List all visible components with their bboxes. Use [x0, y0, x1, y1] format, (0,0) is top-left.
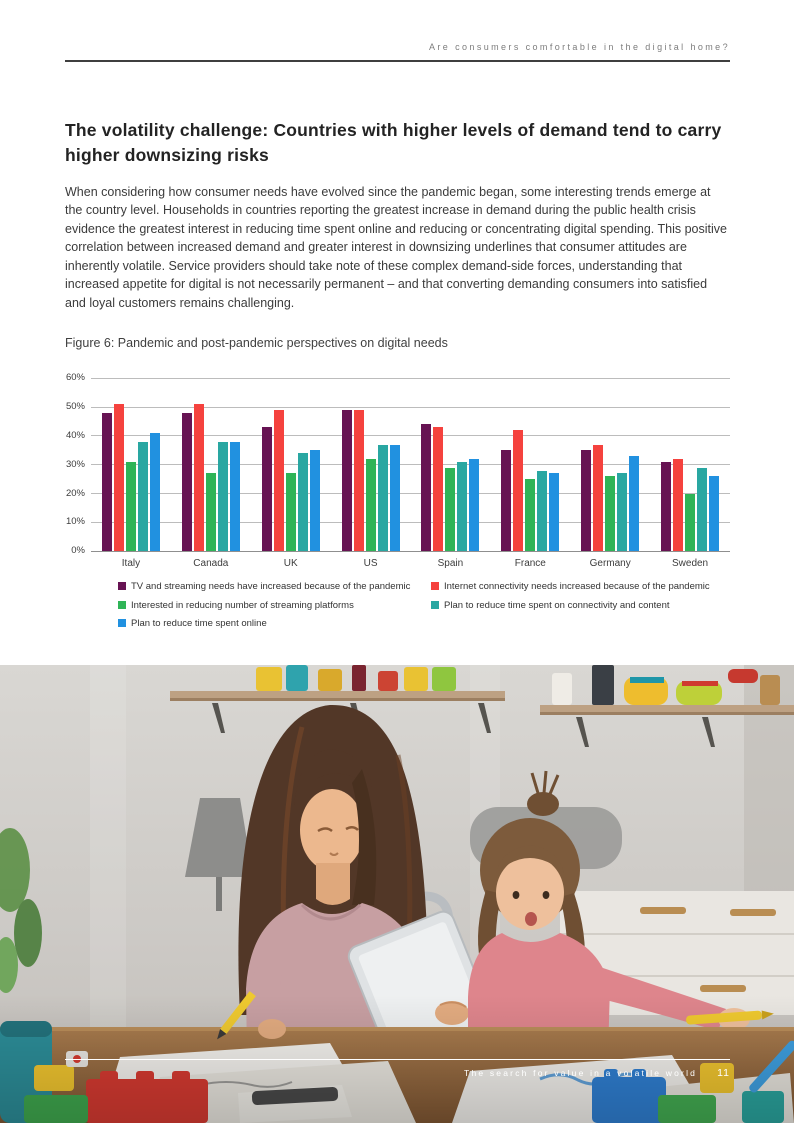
- bar-group-spain: [411, 378, 491, 551]
- x-tick-label: Spain: [437, 558, 464, 570]
- bar: [513, 430, 523, 551]
- bar: [310, 450, 320, 551]
- legend-swatch-icon: [431, 601, 439, 609]
- bar-group-us: [331, 378, 411, 551]
- bar: [286, 473, 296, 551]
- footer-tagline: The search for value in a volatile world: [464, 1068, 698, 1078]
- bar: [262, 427, 272, 551]
- bar: [525, 479, 535, 551]
- legend-label: Plan to reduce time spent online: [131, 618, 267, 630]
- y-tick-label: 60%: [65, 372, 85, 384]
- x-tick-label: France: [514, 558, 546, 570]
- chart-legend: [65, 581, 730, 629]
- figure-caption: Figure 6: Pandemic and post-pandemic perspectives on digital needs: [65, 336, 448, 351]
- y-tick-label: 40%: [65, 429, 85, 441]
- bar: [182, 413, 192, 551]
- bar: [390, 445, 400, 552]
- bar-group-canada: [171, 378, 251, 551]
- legend-label: Internet connectivity needs increased because of the pandemic: [444, 581, 710, 593]
- bar: [685, 494, 695, 552]
- bar: [421, 424, 431, 551]
- page-number: 11: [717, 1067, 730, 1079]
- photo-illustration: [0, 665, 794, 1123]
- bar: [298, 453, 308, 551]
- bar: [709, 476, 719, 551]
- bar: [150, 433, 160, 551]
- x-tick-label: Germany: [589, 558, 631, 570]
- x-tick-label: Sweden: [671, 558, 709, 570]
- bar: [194, 404, 204, 551]
- bar: [537, 471, 547, 552]
- legend-swatch-icon: [118, 601, 126, 609]
- bar: [138, 442, 148, 552]
- y-tick-label: 10%: [65, 516, 85, 528]
- bar: [230, 442, 240, 552]
- bar: [218, 442, 228, 552]
- bar-group-france: [490, 378, 570, 551]
- legend-item: [118, 600, 431, 611]
- bar-group-uk: [251, 378, 331, 551]
- chart-x-labels: [91, 558, 730, 569]
- chart-bar-groups: [91, 378, 730, 551]
- bar-group-sweden: [650, 378, 730, 551]
- bar: [593, 445, 603, 552]
- legend-swatch-icon: [431, 582, 439, 590]
- bar: [354, 410, 364, 551]
- y-tick-label: 30%: [65, 458, 85, 470]
- x-tick-label: US: [363, 558, 378, 570]
- legend-item: [431, 581, 710, 592]
- legend-swatch-icon: [118, 619, 126, 627]
- page-title: The volatility challenge: Countries with higher levels of demand tend to carry higher downsizing risks: [65, 120, 722, 166]
- legend-label: Interested in reducing number of streaming platforms: [131, 599, 354, 611]
- y-tick-label: 0%: [71, 545, 85, 557]
- page-footer: [65, 1059, 730, 1079]
- chart-plot: [91, 378, 730, 551]
- bar: [102, 413, 112, 551]
- bar: [433, 427, 443, 551]
- x-tick-label: Canada: [193, 558, 229, 570]
- chart-y-axis: [65, 372, 91, 557]
- legend-item: [431, 600, 710, 611]
- legend-swatch-icon: [118, 582, 126, 590]
- bar: [661, 462, 671, 551]
- bar: [457, 462, 467, 551]
- running-header: Are consumers comfortable in the digital home?: [429, 42, 730, 52]
- bar: [501, 450, 511, 551]
- y-tick-label: 20%: [65, 487, 85, 499]
- bar: [378, 445, 388, 552]
- bar-group-germany: [570, 378, 650, 551]
- body-paragraph: When considering how consumer needs have evolved since the pandemic began, some interesting trends emerge at the country level. Households in countries reporting the greatest increase in demand during the public health crisis evidence the greatest interest in reducing time spent online and reducing or concentrating digital spending. This positive correlation between increased demand and greater interest in downsizing underlines that consumer attitudes are inherently volatile. Service providers should take note of these complex demand-side forces, understanding that increased appetite for digital is not necessarily permanent – and that converting demanding consumers into satisfied and loyal customers remains challenging.: [65, 184, 727, 310]
- bar: [274, 410, 284, 551]
- bar: [366, 459, 376, 551]
- bar-group-italy: [91, 378, 171, 551]
- bar: [617, 473, 627, 551]
- bar: [581, 450, 591, 551]
- bar: [605, 476, 615, 551]
- bar: [126, 462, 136, 551]
- bar: [206, 473, 216, 551]
- bar: [342, 410, 352, 551]
- bar: [445, 468, 455, 552]
- header-rule: [65, 60, 730, 62]
- bar: [673, 459, 683, 551]
- x-tick-label: Italy: [121, 558, 141, 570]
- legend-item: [118, 618, 431, 629]
- legend-label: Plan to reduce time spent on connectivity and content: [444, 599, 670, 611]
- legend-item: [118, 581, 431, 592]
- bar: [549, 473, 559, 551]
- bar: [114, 404, 124, 551]
- bar: [629, 456, 639, 551]
- legend-label: TV and streaming needs have increased because of the pandemic: [131, 581, 411, 593]
- x-tick-label: UK: [283, 558, 298, 570]
- photo-mother-daughter-kitchen: [0, 665, 794, 1123]
- bar: [469, 459, 479, 551]
- y-tick-label: 50%: [65, 401, 85, 413]
- bar: [697, 468, 707, 552]
- bar-chart: [65, 372, 730, 557]
